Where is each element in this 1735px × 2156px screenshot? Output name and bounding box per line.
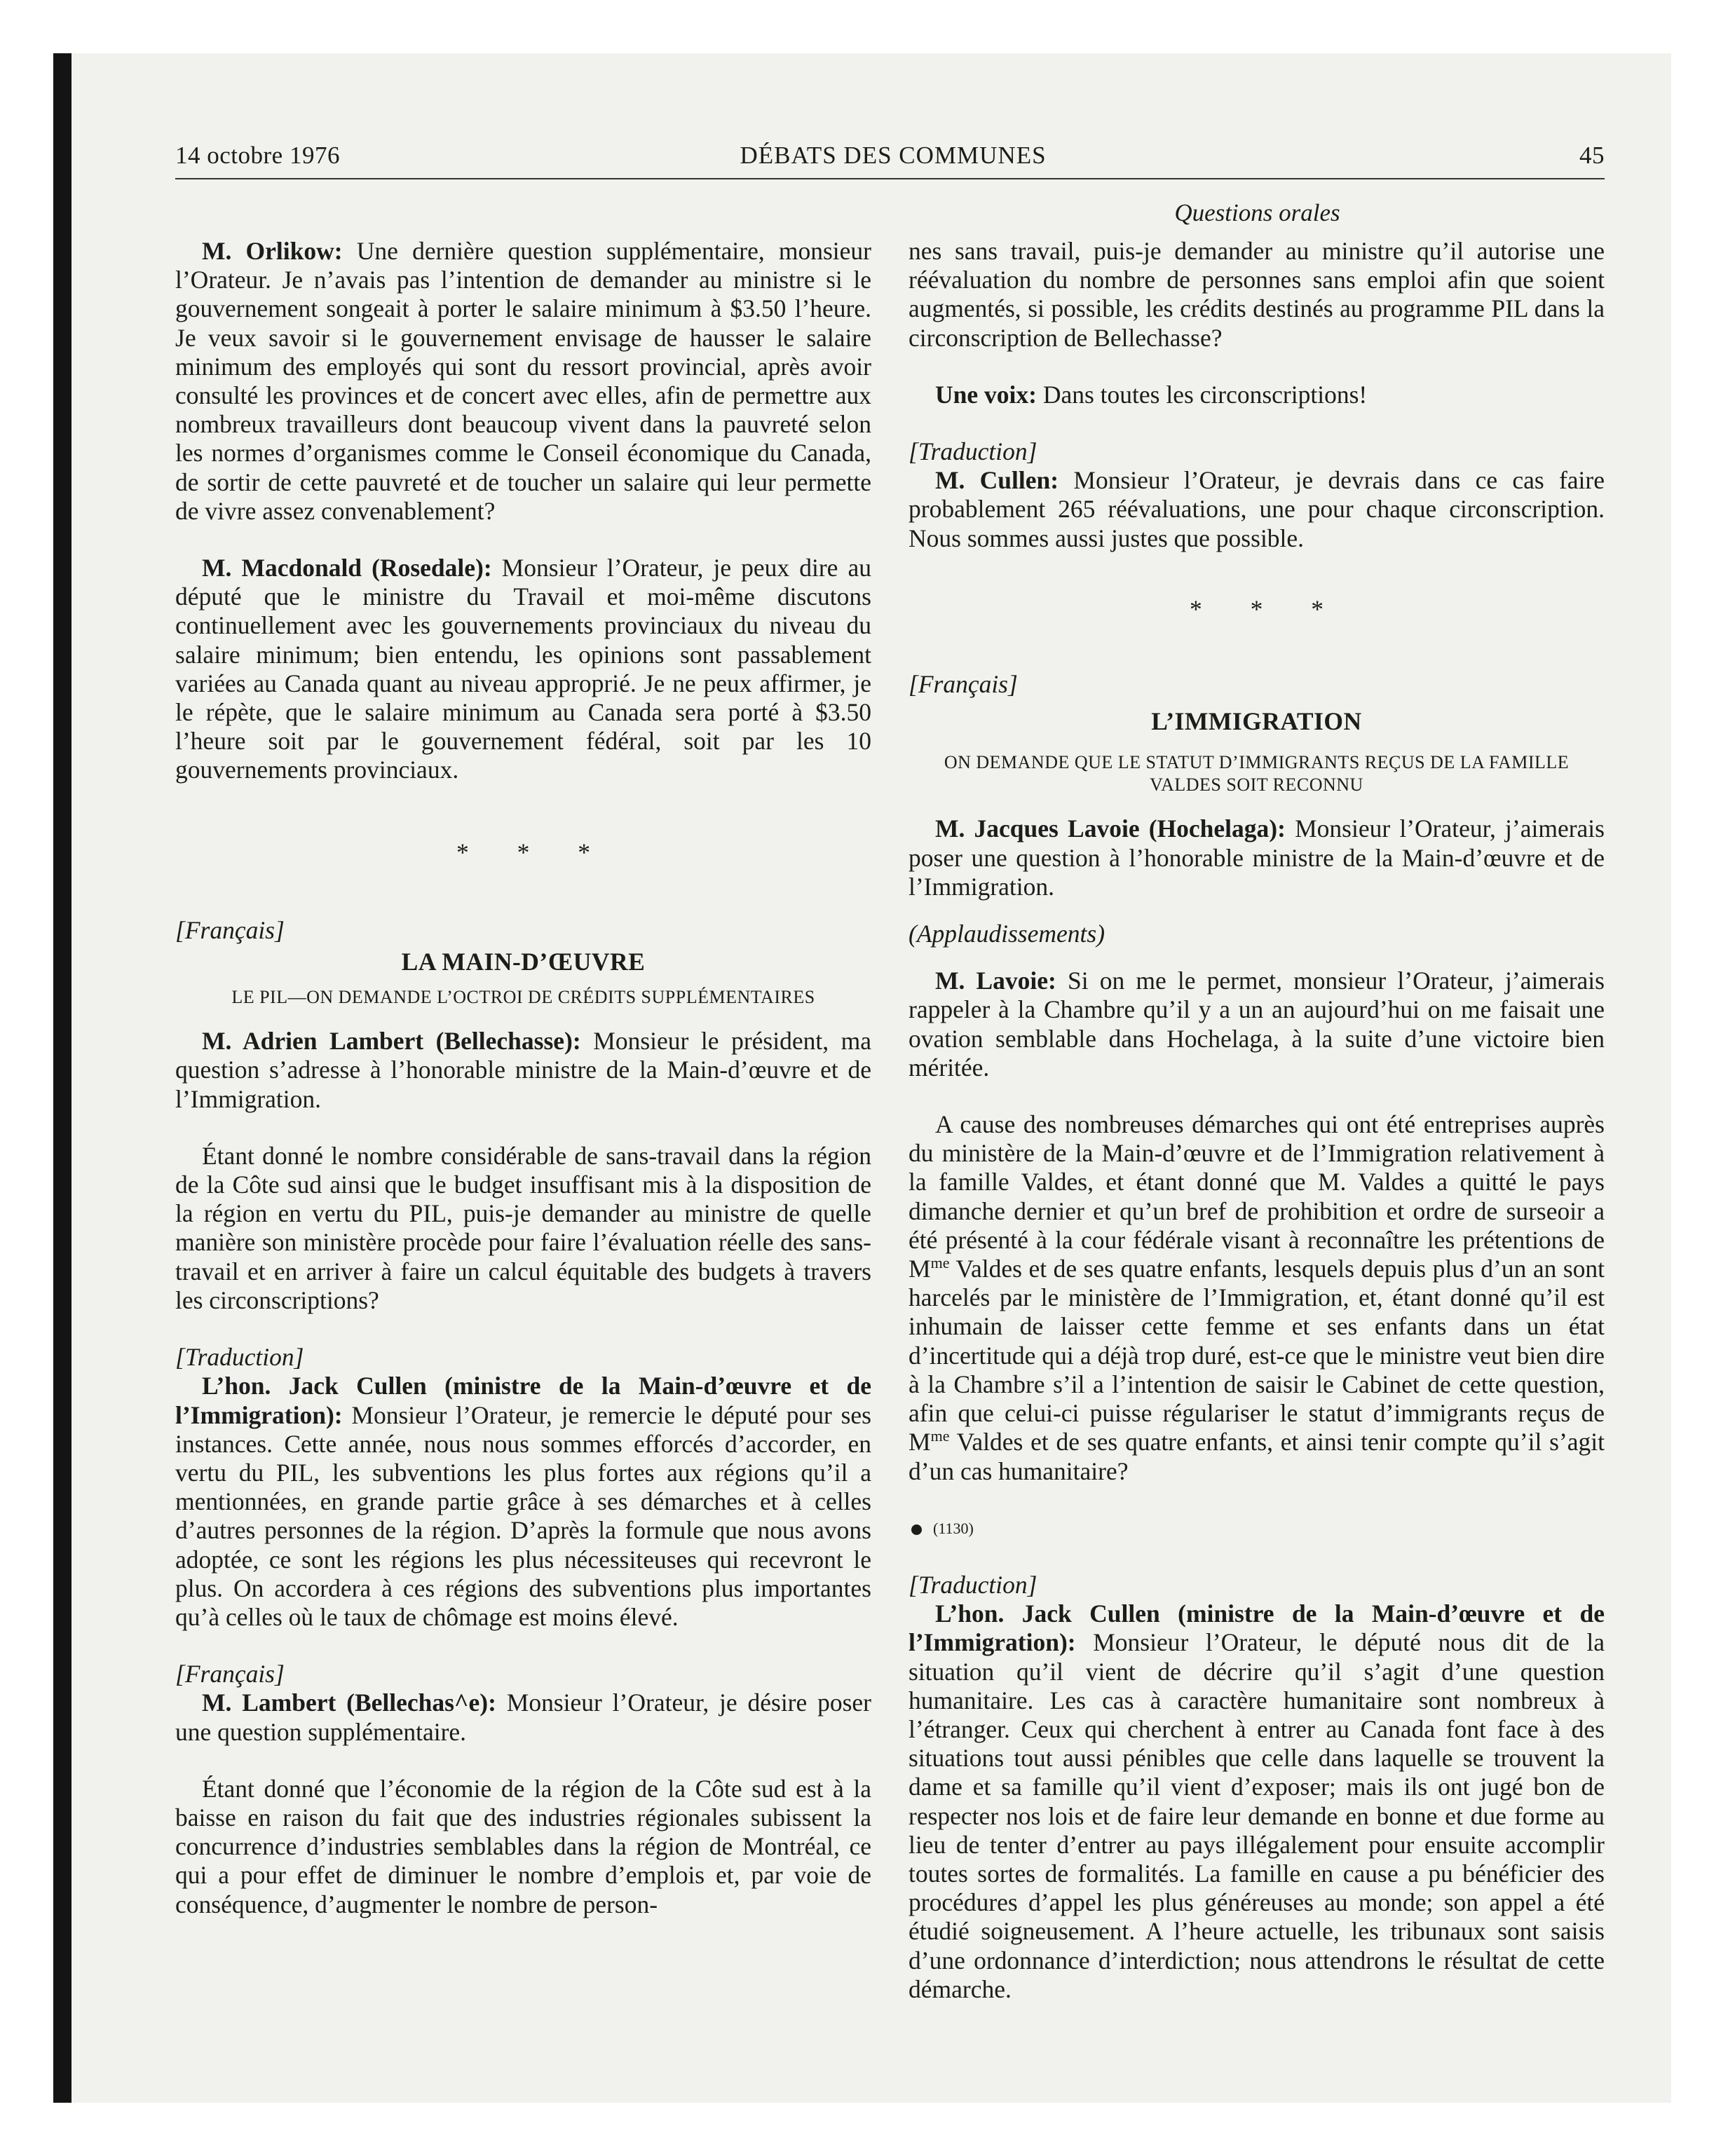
right-column (909, 237, 1605, 2004)
speaker-name: M. Cullen: (935, 466, 1059, 495)
speech-text: Dans toutes les circonscriptions! (1042, 380, 1368, 409)
speech-text: Monsieur l’Orateur, je désire poser une question supplémentaire. (175, 1688, 871, 1746)
speaker-name: M. Adrien Lambert (Bellechasse): (202, 1027, 581, 1056)
section-separator: * * * (1190, 594, 1345, 623)
language-tag: [Français] (175, 915, 285, 944)
speech-text: Monsieur l’Orateur, je remercie le député pour ses instances. Cette année, nous nous sommes efforcés d’accorder, en vertu du PIL, les subventions les plus fortes aux régions qu’il a mentionnées, en grande partie grâce à ses démarches et à celles d’autres personnes de la région. D’après la formule que nous avons adoptée, ce sont les régions les plus nécessiteuses qui recevront le plus. On accordera à ces régions des subventions plus importantes qu’à celles où le taux de chômage est moins élevé. (175, 1400, 872, 1631)
header-date: 14 octobre 1976 (175, 142, 340, 169)
speech-text: Monsieur l’Orateur, le député nous dit de la situation qu’il vient de décrire qu’il s’agit d’une question humanitaire. Les cas à caractère humanitaire sont nombreux à l’étranger. Ceux qui cherchent à entrer au Canada font face à des situations tout aussi pénibles que celle dans laquelle se trouvent la dame et sa famille qu’il vient d’exposer; mais ils ont jugé bon de respecter nos lois et de faire leur demande en bonne et due forme au lieu de tenter d’entrer au pays illégalement pour ensuite accomplir toutes sortes de formalités. La famille en cause a pu bénéficier des procédures d’appel les plus généreuses au monde; son appel a été étudié soigneusement. A l’heure actuelle, les tribunaux sont saisis d’une ordonnance d’interdiction; nous attendrons le résultat de cette démarche. (909, 1628, 1605, 2003)
section-separator: * * * (456, 838, 611, 866)
speech-text: Monsieur l’Orateur, j’aimerais poser une question à l’honorable ministre de la Main-d’œuvre et de l’Immigration. (909, 814, 1605, 901)
paragraph (909, 967, 1605, 1082)
section-subheading: ON DEMANDE QUE LE STATUT D’IMMIGRANTS REÇUS DE LA FAMILLE VALDES SOIT RECONNU (944, 752, 1570, 796)
paragraph: nes sans travail, puis-je demander au ministre qu’il autorise une réévaluation du nombre de personnes sans emploi afin que soient augmentés, si possible, les crédits destinés au programme PIL dans la circonscription de Bellechasse? (909, 237, 1605, 352)
speech-text: Valdes et de ses quatre enfants, lesquels depuis plus d’un an sont harcelés par le ministère de l’Immigration, et, étant donné qu’il est inhumain de laisser cette femme et ses enfants dans un état d’incertitude qui a déjà trop duré, est-ce que le ministre veut bien dire à la Chambre s’il a l’intention de saisir le Cabinet de cette question, afin que celui-ci puisse régulariser le statut d’immigrants reçus de M (909, 1255, 1605, 1456)
speaker-name: M. Lambert (Bellechas^e): (202, 1688, 496, 1717)
speaker-name: L’hon. Jack Cullen (ministre de la Main-d’œuvre et de l’Immigration): (175, 1372, 871, 1429)
left-column (175, 237, 871, 1919)
header-title: DÉBATS DES COMMUNES (740, 142, 1047, 169)
paragraph: Étant donné que l’économie de la région de la Côte sud est à la baisse en raison du fait que des industries régionales subissent la concurrence d’industries semblables dans la région de Montréal, ce qui a pour effet de diminuer le nombre d’emplois et, par voie de conséquence, d’augmenter le nombre de person- (175, 1774, 871, 1918)
language-tag: [Traduction] (909, 1570, 1037, 1599)
paragraph: Étant donné le nombre considérable de sans-travail dans la région de la Côte sud ainsi que le budget insuffisant mis à la disposition de la région en vertu du PIL, puis-je demander au ministre de quelle manière son ministère procède pour faire l’évaluation réelle des sans-travail et en arriver à faire un calcul équitable des budgets à travers les circonscriptions? (175, 1141, 871, 1314)
speech-text: Si on me le permet, monsieur l’Orateur, j’aimerais rappeler à la Chambre qu’il y a un an aujourd’hui on me faisait une ovation semblable dans Hochelaga, à la suite d’une victoire bien méritée. (909, 967, 1605, 1082)
speech-text: Monsieur le président, ma question s’adresse à l’honorable ministre de la Main-d’œuvre et de l’Immigration. (175, 1027, 872, 1113)
speaker-name: Une voix: (935, 380, 1037, 409)
language-tag: [Français] (909, 670, 1018, 699)
header-rule (175, 178, 1605, 179)
running-head: Questions orales (1174, 199, 1340, 226)
paragraph (175, 237, 871, 526)
paragraph (909, 1599, 1605, 2004)
paragraph (175, 1688, 871, 1746)
speaker-name: L’hon. Jack Cullen (ministre de la Main-d’œuvre et de l’Immigration): (909, 1599, 1605, 1657)
superscript: me (930, 1427, 950, 1445)
speech-text: Une dernière question supplémentaire, monsieur l’Orateur. Je n’avais pas l’intention de demander au ministre si le gouvernement songeait à porter le salaire minimum à $3.50 l’heure. Je veux savoir si le gouvernement envisage de hausser le salaire minimum des employés qui sont du ressort provincial, après avoir consulté les provinces et de concert avec elles, afin de permettre aux nombreux travailleurs dont beaucoup vivent dans la pauvreté selon les normes d’organismes comme le Conseil économique du Canada, de sortir de cette pauvreté et de toucher un salaire qui leur permette de vivre assez convenablement? (175, 237, 871, 525)
time-marker-text: (1130) (933, 1519, 974, 1537)
paragraph (175, 554, 871, 785)
paragraph (909, 1110, 1605, 1486)
section-heading: L’IMMIGRATION (1151, 707, 1362, 736)
paragraph (909, 381, 1605, 409)
paragraph (909, 814, 1605, 901)
speech-text: Monsieur l’Orateur, je devrais dans ce cas faire probablement 265 réévaluations, une pour chaque circonscription. Nous sommes aussi justes que possible. (909, 466, 1605, 552)
paragraph (909, 466, 1605, 553)
paragraph (175, 1027, 871, 1114)
speech-text: Valdes et de ses quatre enfants, et ainsi tenir compte qu’il s’agit d’un cas humanitaire? (909, 1428, 1605, 1485)
time-marker (909, 1514, 1605, 1543)
scan-edge-bar (53, 53, 72, 2103)
section-heading: LA MAIN-D’ŒUVRE (401, 948, 646, 976)
speaker-name: M. Orlikow: (202, 237, 343, 265)
language-tag: [Traduction] (909, 437, 1037, 466)
speaker-name: M. Macdonald (Rosedale): (202, 554, 492, 582)
page-number: 45 (1579, 142, 1605, 169)
paragraph (175, 1372, 871, 1632)
section-subheading: LE PIL—ON DEMANDE L’OCTROI DE CRÉDITS SUPPLÉMENTAIRES (231, 987, 815, 1008)
speaker-name: M. Lavoie: (935, 967, 1056, 995)
language-tag: [Traduction] (175, 1343, 304, 1372)
language-tag: [Français] (175, 1660, 285, 1688)
speaker-name: M. Jacques Lavoie (Hochelaga): (935, 814, 1286, 843)
superscript: me (930, 1254, 950, 1272)
speech-text: Monsieur l’Orateur, je peux dire au député que le ministre du Travail et moi-même discutons continuellement avec les gouvernements provinciaux du niveau du salaire minimum; bien entendu, les opinions sont passablement variées au Canada quant au niveau approprié. Je ne peux affirmer, je le répète, que le salaire minimum au Canada sera porté à $3.50 l’heure soit par le gouvernement fédéral, soit par les 10 gouvernements provinciaux. (175, 554, 871, 784)
speech-text: A cause des nombreuses démarches qui ont été entreprises auprès du ministère de la Main-d’œuvre et de l’Immigration relativement à la famille Valdes, et étant donné que M. Valdes a quitté le pays dimanche dernier et qu’un bref de prohibition et ordre de surseoir a été présenté à la cour fédérale visant à reconnaître les prétentions de M (909, 1110, 1605, 1283)
bullet-dot-icon (911, 1524, 922, 1535)
applause-note: (Applaudissements) (909, 920, 1105, 948)
